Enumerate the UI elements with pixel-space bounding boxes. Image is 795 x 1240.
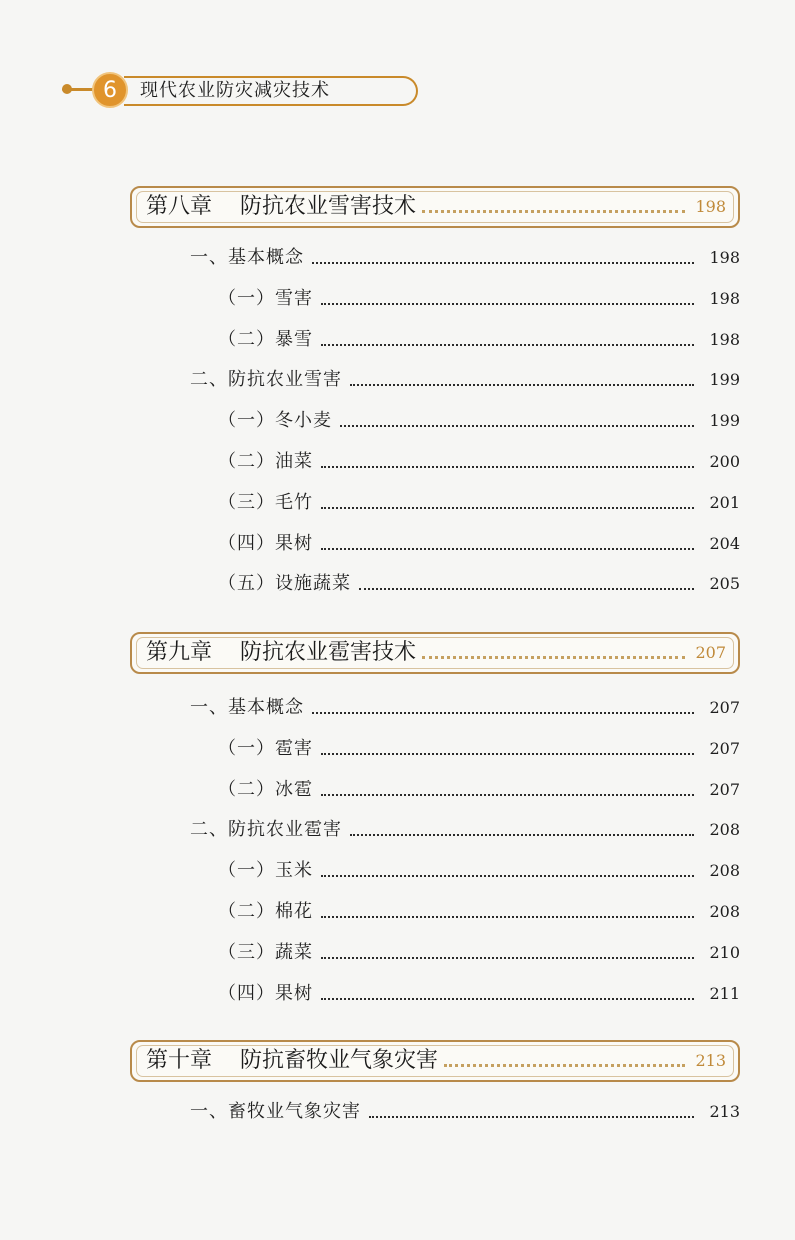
entry-page-number: 204 [709, 533, 740, 553]
toc-entry[interactable] [0, 366, 795, 394]
entry-leader-dots [350, 834, 694, 836]
toc-entry[interactable] [0, 980, 795, 1008]
entry-leader-dots [321, 998, 694, 1000]
entry-label: （二）冰雹 [218, 778, 313, 800]
entry-page-number: 208 [709, 861, 740, 881]
book-title: 现代农业防灾减灾技术 [140, 80, 330, 101]
entry-leader-dots [369, 1116, 694, 1118]
entry-page-number: 198 [709, 288, 740, 308]
entry-page-number: 208 [709, 902, 740, 921]
entry-page-number: 201 [709, 492, 740, 512]
entry-leader-dots [321, 303, 694, 305]
toc-entry[interactable] [0, 816, 795, 844]
entry-page-number: 199 [709, 411, 740, 431]
entry-page-number: 208 [709, 820, 740, 840]
chapter-leader-dots [422, 656, 685, 659]
entry-label: 一、基本概念 [190, 697, 304, 718]
entry-leader-dots [312, 712, 694, 714]
entry-page-number: 198 [709, 329, 740, 349]
toc-entry[interactable] [0, 407, 795, 435]
toc-entry[interactable] [0, 735, 795, 763]
entry-label: （一）冬小麦 [218, 410, 332, 432]
entry-leader-dots [321, 507, 694, 509]
entry-label: 二、防抗农业雹害 [190, 819, 342, 841]
toc-entry[interactable] [0, 530, 795, 558]
chapter-title: 第八章 防抗农业雪害技术 [146, 194, 416, 219]
entry-leader-dots [321, 916, 694, 918]
entry-page-number: 211 [709, 983, 740, 1003]
entry-leader-dots [340, 425, 694, 427]
entry-label: （二）暴雪 [218, 328, 313, 350]
entry-label: （二）棉花 [218, 901, 313, 922]
entry-leader-dots [359, 588, 694, 590]
entry-page-number: 199 [709, 370, 740, 390]
entry-label: （三）蔬菜 [218, 941, 313, 963]
chapter-page-number: 207 [695, 643, 726, 662]
entry-page-number: 213 [709, 1102, 740, 1121]
entry-page-number: 200 [709, 452, 740, 471]
chapter-page-number: 198 [695, 197, 726, 216]
chapter-title: 第九章 防抗农业雹害技术 [146, 640, 416, 665]
entry-page-number: 205 [709, 574, 740, 594]
entry-label: （一）雹害 [218, 737, 313, 759]
toc-entry[interactable] [0, 244, 795, 272]
entry-label: 二、防抗农业雪害 [190, 369, 342, 391]
entry-leader-dots [321, 344, 694, 346]
page-number-badge: 6 [92, 72, 128, 108]
toc-entry[interactable] [0, 694, 795, 722]
entry-label: （四）果树 [218, 982, 313, 1004]
entry-label: （一）玉米 [218, 860, 313, 882]
toc-entry[interactable] [0, 570, 795, 598]
entry-leader-dots [321, 466, 694, 468]
entry-leader-dots [350, 384, 694, 386]
chapter-leader-dots [422, 210, 685, 213]
chapter-title: 第十章 防抗畜牧业气象灾害 [146, 1048, 438, 1073]
entry-leader-dots [321, 875, 694, 877]
running-header [62, 70, 362, 110]
toc-entry[interactable] [0, 448, 795, 476]
toc-entry[interactable] [0, 326, 795, 354]
chapter-heading[interactable] [130, 632, 740, 674]
entry-leader-dots [321, 957, 694, 959]
entry-leader-dots [321, 794, 694, 796]
entry-page-number: 198 [709, 248, 740, 267]
toc-entry[interactable] [0, 285, 795, 313]
entry-leader-dots [321, 753, 694, 755]
chapter-page-number: 213 [695, 1051, 726, 1070]
toc-entry[interactable] [0, 898, 795, 926]
toc-entry[interactable] [0, 489, 795, 517]
entry-label: （一）雪害 [218, 287, 313, 309]
chapter-heading[interactable] [130, 1040, 740, 1082]
entry-leader-dots [312, 262, 694, 264]
chapter-leader-dots [444, 1064, 685, 1067]
entry-label: （四）果树 [218, 532, 313, 554]
toc-entry[interactable] [0, 776, 795, 804]
entry-page-number: 207 [709, 738, 740, 758]
entry-label: （三）毛竹 [218, 491, 313, 513]
toc-entry[interactable] [0, 1098, 795, 1126]
chapter-heading[interactable] [130, 186, 740, 228]
entry-page-number: 210 [709, 942, 740, 962]
entry-page-number: 207 [709, 779, 740, 799]
entry-label: 一、基本概念 [190, 247, 304, 268]
entry-leader-dots [321, 548, 694, 550]
entry-label: （二）油菜 [218, 451, 313, 472]
toc-entry[interactable] [0, 857, 795, 885]
entry-label: （五）设施蔬菜 [218, 573, 351, 595]
entry-page-number: 207 [709, 698, 740, 717]
header-dot-ornament [62, 84, 72, 94]
toc-entry[interactable] [0, 939, 795, 967]
entry-label: 一、畜牧业气象灾害 [190, 1101, 361, 1122]
